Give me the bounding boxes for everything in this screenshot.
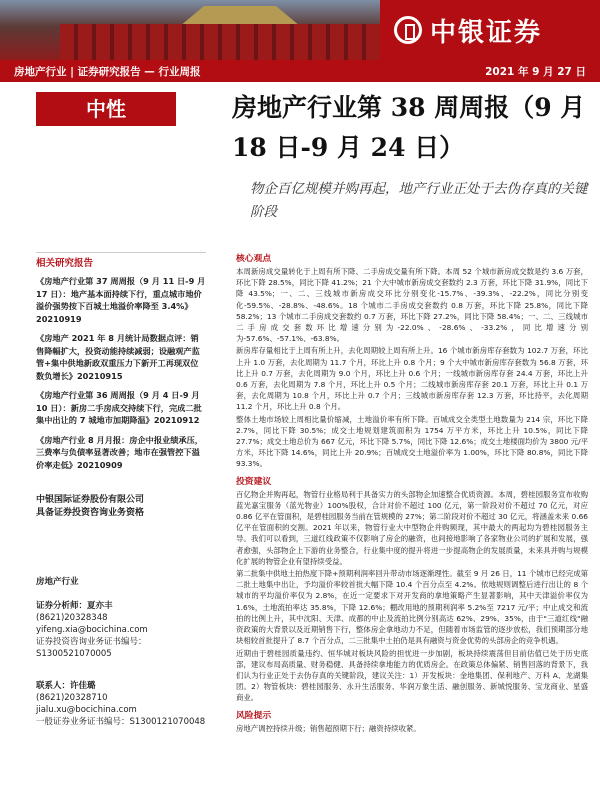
advice-paragraph: 百亿物企并购再起，物管行业格局利于具备实力的头部物企加速整合优质资源。本周，碧桂园服务宣布收购蓝光嘉宝服务（蓝光物业）100%股权，合计对价不超过 100 亿元，第一阶段对价不超过 70 亿元，对应 0.86 亿平在管面积，是碧桂园服务当前在管规模的 27%；第二阶段对价不超过 30 亿元，将涵盖未来 0.66 亿平在管面积的交割。2021 年以来，物管行业大中型物企并购频现，其中最大的两起均为碧桂园服务主导。我们可以看到，三道红线政策不仅影响了房企的融资，也间接地影响了各家物业公司的扩展和发展，强者愈强，头部物企上下游的业务整合，行业集中度的提升将进一步提高物企的发展质量，未来具并购与规模化扩展的物管企业有望持续受益。 bbox=[236, 489, 588, 566]
report-category: 房地产行业 | 证券研究报告 — 行业周报 bbox=[14, 65, 201, 78]
analyst-phone: (8621)20328348 bbox=[36, 613, 108, 623]
related-report-item[interactable]: 《房地产 2021 年 8 月统计局数据点评：销售降幅扩大，投资动能持续减弱；设融观产监管+集中供地新政双重压力下新开工再现双位数负增长》20210915 bbox=[36, 333, 200, 381]
report-date: 2021 年 9 月 27 日 bbox=[485, 65, 586, 78]
brand-logo bbox=[380, 0, 600, 60]
contact-phone: (8621)20328710 bbox=[36, 693, 108, 703]
header-banner bbox=[0, 0, 600, 60]
report-subtitle: 物企百亿规模并购再起，地产行业正处于去伪存真的关键阶段 bbox=[250, 181, 588, 220]
related-report-item[interactable]: 《房地产行业第 37 周周报（9 月 11 日-9 月 17 日）：地产基本面持续下行，重点城市地价溢价强势按下百城土地溢价率降至 3.4%》20210919 bbox=[36, 276, 206, 324]
risk-heading: 风险提示 bbox=[236, 710, 272, 721]
advice-paragraph: 近期由于碧桂园质量违约、恒华城对板块风险的担忧进一步加剧，板块持续震荡但目前估值已处于历史底部，建议布局高质量、财务稳健、具备持续拿地能力的优质房企。在政策总体偏紧、销售回落的背景下，我们认为行业正处于去伪存真的关键阶段，建议关注：1）开发板块：金地集团、保利地产、万科 A、龙湖集团。2）物管板块：碧桂园服务、永升生活服务、华润万象生活、融创服务、新城悦服务、宝龙商业、星盛商业。 bbox=[236, 648, 588, 703]
related-report-item[interactable]: 《房地产行业第 36 周周报（9 月 4 日-9 月 10 日）：新房二手房成交持续下行，完成二批集中出让的 7 城地市加期降温》20210912 bbox=[36, 390, 202, 425]
org-name: 中银国际证券股份有限公司 bbox=[36, 495, 145, 505]
core-paragraph: 整体土地市场较上周相比量价缩减，土地溢价率有所下降。百城成交全类型土地数量为 214 宗，环比下降 2.7%，同比下降 30.5%；成交土地规划建筑面积为 1754 万平方米，环比上升 10.5%，同比下降 27.7%；成交土地总价为 667 亿元，环比下降 5.7%，同比下降 12.6%；成交土地楼面均价为 3800 元/平方米，环比下降 14.6%，同比上升 20.9%；百城成交土地溢价率为 1.00%，环比下降 80.8%，同比下降 93.3%。 bbox=[236, 414, 588, 469]
related-reports-heading: 相关研究报告 bbox=[36, 252, 206, 269]
risk-text: 房地产调控持续升级；销售超预期下行；融资持续收紧。 bbox=[236, 723, 421, 733]
core-paragraph: 本周新房成交量转化于上周有所下降、二手房成交量有所下降。本周 52 个城市新房成交数是约 3.6 万套，环比下降 28.5%，同比下降 41.2%；21 个大中城市新房成交套数约 2.3 万套，环比下降 31.9%，同比下降 43.5%；一、二、三线城市新房成交环比分别变化-15.7%、-39.3%、-22.2%，同比分别变化-59.5%、-28.8%、-48.6%。18 个城市二手房成交套数约 0.8 万套，环比下降 25.8%，同比下降 58.2%；13 个城市二手房成交套数约 0.7 万套，环比下降 27.2%，同比下降 58.4%；一、二、三线城市二手房成交套数环比增速分别为-22.0%、-28.6%、-33.2%，同比增速分别为-57.6%、-57.1%、-63.8%。 bbox=[236, 267, 588, 344]
industry-label: 房地产行业 bbox=[36, 577, 79, 587]
investment-advice-heading: 投资建议 bbox=[236, 476, 272, 487]
contact-name: 联系人：许佳璐 bbox=[36, 681, 96, 691]
analyst-info bbox=[36, 576, 206, 728]
contact-cert: 一般证券业务证书编号：S1300121070048 bbox=[36, 717, 206, 727]
bank-logo-icon bbox=[394, 16, 422, 44]
rating-badge: 中性 bbox=[36, 92, 176, 126]
core-view-heading: 核心观点 bbox=[236, 254, 272, 264]
category-bar bbox=[0, 60, 600, 82]
analyst-name: 证券分析师：夏亦丰 bbox=[36, 601, 113, 611]
core-paragraph: 新房库存量相比于上周有所上升，去化周期较上周有所上升。16 个城市新房库存套数为 102.7 万套，环比上升 1.0 万套，去化周期为 11.7 个月，环比上升 0.8 个月；9 个大中城市新房库存套数为 56.8 万套，环比上升 0.7 万套，去化周期为 9.0 个月，环比上升 0.6 个月；一线城市新房库存套 24.4 万套，环比上升 0.6 万套，去化周期为 7.8 个月，环比上升 0.5 个月；二线城市新房库存套 20.1 万套，环比上升 0.1 万套，去化周期为 10.8 个月，环比上升 0.7 个月；三线城市新房库存套 12.3 万套，环比持平，去化周期 11.2 个月，环比上升 0.8 个月。 bbox=[236, 346, 588, 412]
analyst-email[interactable]: yifeng.xia@bocichina.com bbox=[36, 625, 148, 635]
analyst-cert: 证券投资咨询业务证书编号：S1300521070005 bbox=[36, 637, 147, 659]
contact-email[interactable]: jialu.xu@bocichina.com bbox=[36, 705, 137, 715]
main-content bbox=[236, 251, 588, 735]
organization-info bbox=[36, 494, 206, 520]
brand-name: 中银证券 bbox=[430, 17, 543, 48]
related-reports bbox=[36, 252, 206, 478]
palace-roof-illustration bbox=[180, 6, 300, 26]
advice-paragraph: 第二批集中供地土拍热度下降+预期利润率回升带动市场逐渐理性。截至 9 月 26 日，11 个城市已经完成第二批土地集中出让，予均溢价率较首批大幅下降 10.4 个百分点至 4.2%。依地规则调整后进行出让的 8 个城市的平均溢价率仅为 2.8%，在近一定要求下对开发商的拿地策略产生显著影响，其中天津溢价率仅为 1.6%，土地流拍率达 35.8%，下降 12.6%；棚改用地的预期利润率 5.2%至 7217 元/平；中止成交和流拍的比例上升，其中沈阳、天津、成都的中止及流拍比例分别高达 62%、29%、35%，由于"三道红线"融资政策的大背景以及近期销售下行，整体房企拿地动力不足，但随着市场监管的逐步放松，我们预期部分地块相较首批提升了 8.7 个百分点，二三批集中土拍仍是具有融资与资金优势的头部房企的竞争机遇。 bbox=[236, 569, 588, 646]
org-qualification: 具备证券投资咨询业务资格 bbox=[36, 508, 145, 518]
report-title: 房地产行业第 38 周周报（9 月 18 日-9 月 24 日） bbox=[232, 93, 586, 162]
related-report-item[interactable]: 《房地产行业 8 月月报：房企中报业绩承压，三费率与负债率显著改善；地市在强管控下溢价率走低》20210909 bbox=[36, 434, 203, 470]
